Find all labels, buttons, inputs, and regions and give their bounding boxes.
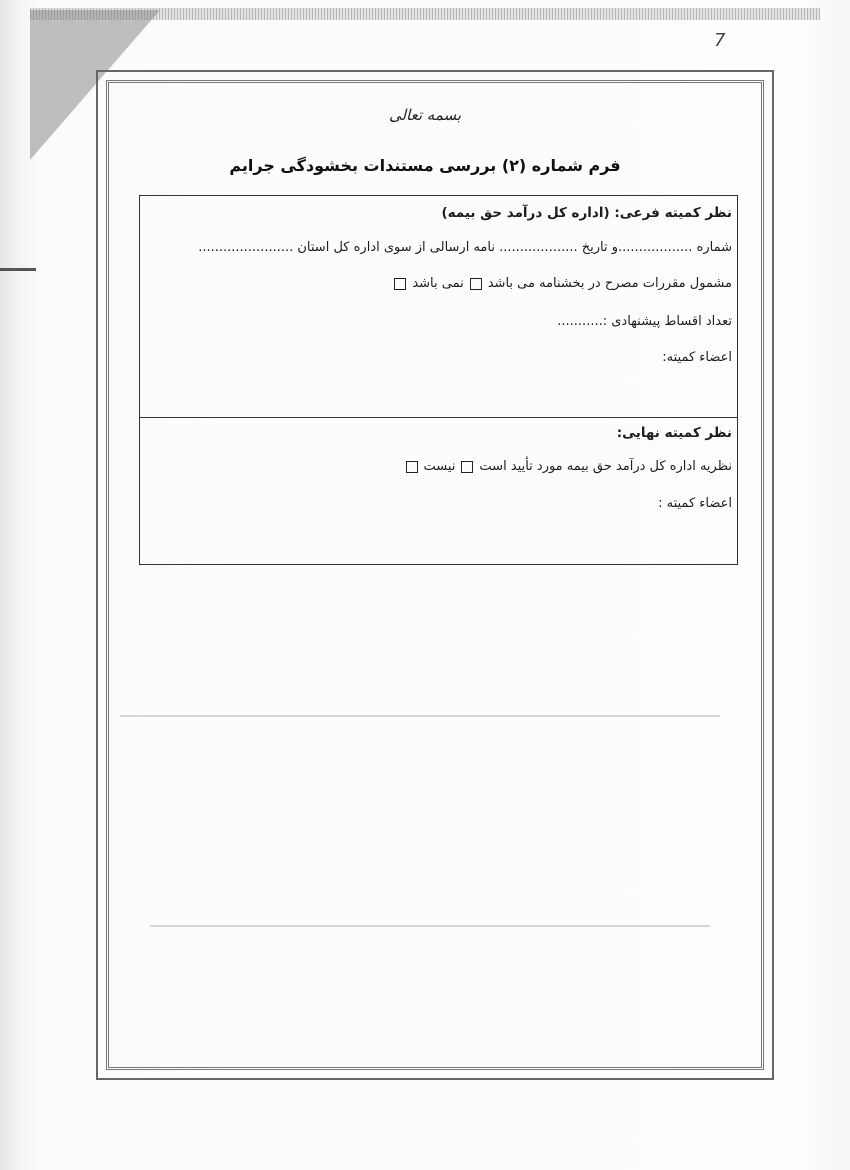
approval-label: نظریه اداره کل درآمد حق بیمه مورد تأیید است [479, 459, 732, 474]
sub-committee-heading: نظر کمیته فرعی: (اداره کل درآمد حق بیمه) [441, 205, 732, 221]
section-divider [139, 417, 738, 418]
final-committee-heading: نظر کمیته نهایی: [616, 425, 732, 441]
form-title: فرم شماره (۲) بررسی مستندات بخشودگی جرایم [229, 156, 621, 175]
invocation-text: بسمه تعالی [388, 106, 462, 124]
approval-row [400, 459, 732, 474]
scan-binding-mark [0, 268, 36, 271]
approval-no-label: نیست [423, 459, 456, 474]
installments-line: تعداد اقساط پیشنهادی :........... [557, 314, 732, 329]
not-approved-checkbox[interactable] [406, 461, 418, 473]
sub-committee-members-label: اعضاء کمیته: [662, 350, 732, 365]
eligible-checkbox[interactable] [470, 278, 482, 290]
approved-checkbox[interactable] [461, 461, 473, 473]
eligibility-row [388, 276, 732, 291]
eligibility-no-label: نمی باشد [412, 276, 464, 291]
not-eligible-checkbox[interactable] [394, 278, 406, 290]
final-committee-members-label: اعضاء کمیته : [658, 496, 732, 511]
letter-reference-line: شماره ..................و تاریخ ................... نامه ارسالی از سوی اداره کل استان ....................... [198, 240, 732, 255]
page-corner-mark: 7 [714, 30, 726, 51]
eligibility-label: مشمول مقررات مصرح در بخشنامه می باشد [487, 276, 732, 291]
